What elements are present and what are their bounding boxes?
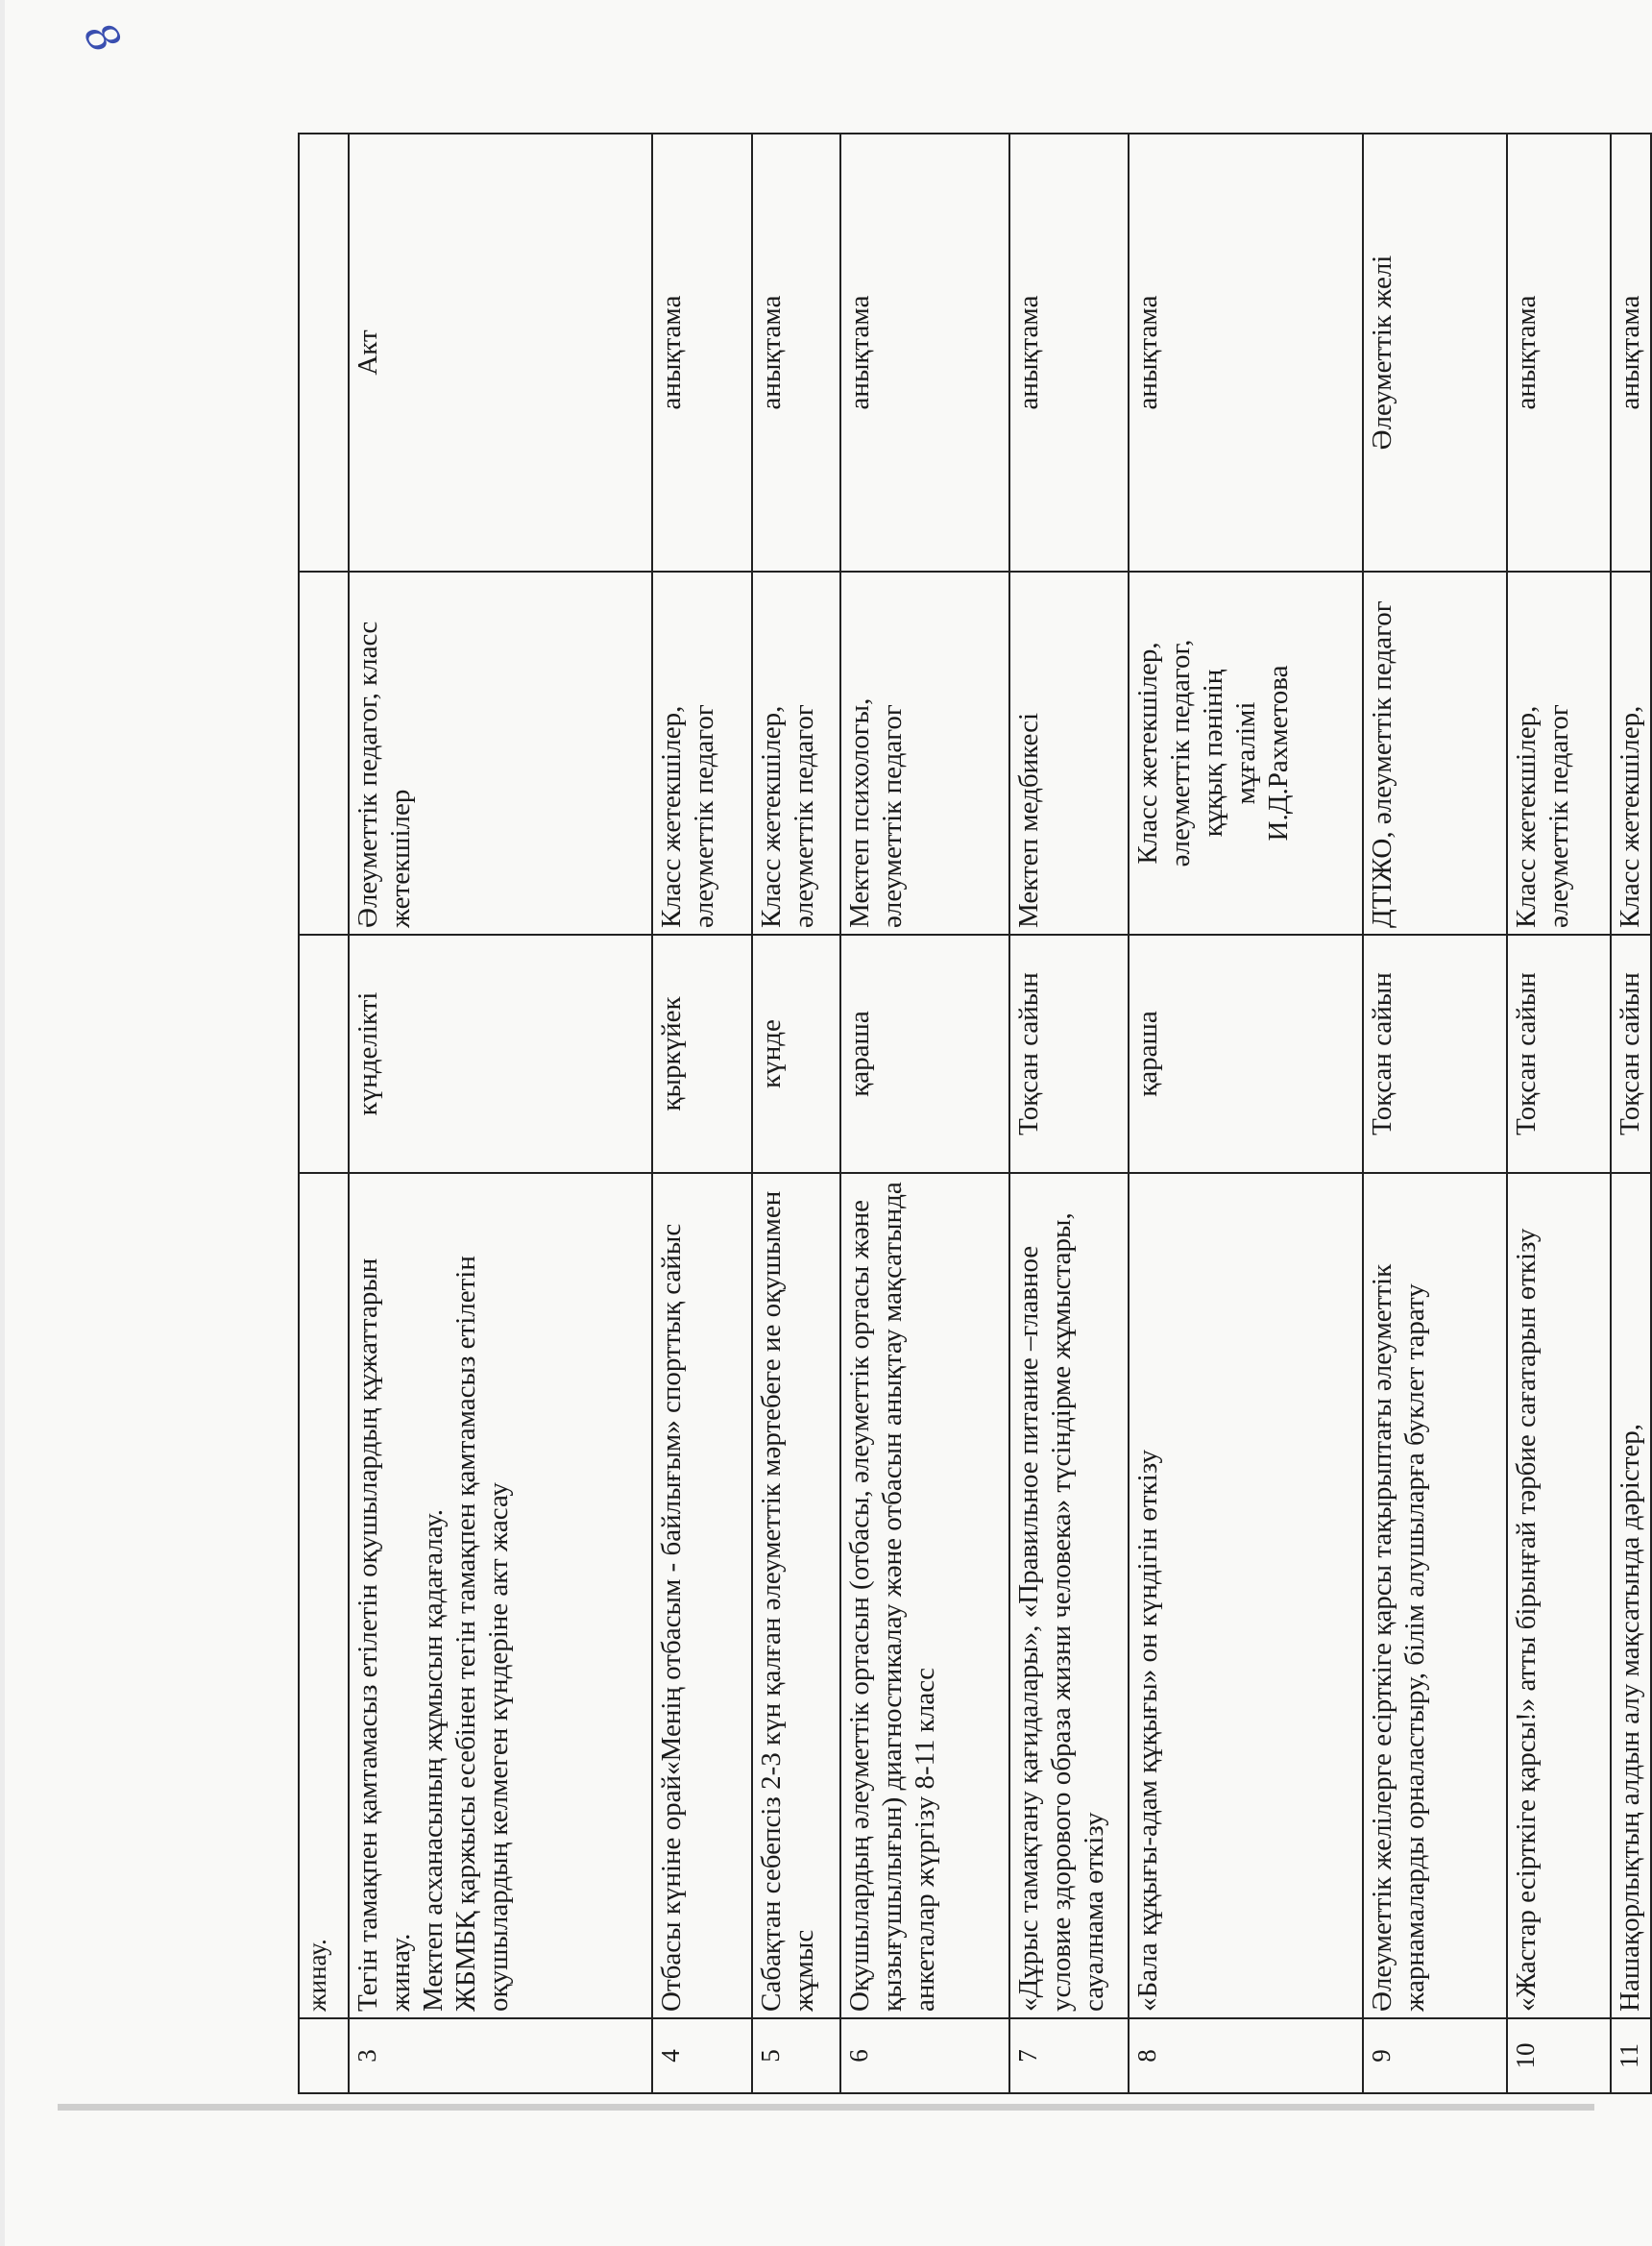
deadline-cell: Тоқсан сайын [1507,935,1611,1173]
table-row [652,134,752,2093]
deadline-cell [299,935,349,1173]
deadline-cell: қараша [1129,935,1363,1173]
result-cell: анықтама [1507,134,1611,572]
table-row [752,134,840,2093]
row-number-cell: 3 [349,2018,652,2093]
responsible-text: әлеуметтік педагог, [1164,639,1196,867]
responsible-text: мұғалімі [1229,701,1261,805]
responsible-text: Класс жетекшілер, әлеуметтік педагог [656,704,719,928]
deadline-cell: Тоқсан сайын [1363,935,1507,1173]
table-row [349,134,652,2093]
responsible-cell [349,572,652,935]
responsible-text: Мектеп психологы, әлеуметтік педагог [844,697,908,928]
event-text: ЖБМБҚ қаржысы есебінен тегін тамақпен қамтамасыз етілетін оқушылардың келмеген күндеріне акт жасау [449,1256,514,2012]
event-text: Сабақтан себепсіз 2-3 күн қалған әлеуметтік мәртебеге ие оқушымен жұмыс [756,1190,819,2012]
plan-table [298,133,1652,2094]
table-row [1129,134,1363,2093]
result-cell [299,134,349,572]
event-text: Әлеуметтік желілерге есірткіге қарсы тақырыптағы әлеуметтік жарнамаларды орналастыру, білім алушыларға буклет тарату [1367,1263,1430,2012]
event-cell [1507,1173,1611,2018]
responsible-text: Мектеп медбикесі [1013,712,1044,928]
event-text: Отбасы күніне орай«Менің отбасым - байлығым» спорттық сайыс [656,1223,687,2012]
responsible-cell [1611,572,1651,935]
row-number-cell: 5 [752,2018,840,2093]
table-row [1507,134,1611,2093]
responsible-text: Класс жетекшілер, [1132,642,1163,865]
rotated-table-wrapper [298,134,1645,2094]
row-number-cell: 11 [1611,2018,1651,2093]
deadline-cell: Тоқсан сайын [1611,935,1651,1173]
deadline-cell: күнделікті [349,935,652,1173]
event-cell [652,1173,752,2018]
responsible-text: И.Д.Рахметова [1262,665,1294,842]
deadline-cell: күнде [752,935,840,1173]
responsible-text: құқық пәнінің [1197,669,1228,838]
event-cell [1129,1173,1363,2018]
event-text: Тегін тамақпен қамтамасыз етілетін оқушылардың құжаттарын жинау. [352,1257,416,2012]
row-number-cell: 8 [1129,2018,1363,2093]
result-cell: анықтама [752,134,840,572]
event-text: жинау. [303,1939,331,2012]
deadline-cell: қараша [840,935,1009,1173]
row-number-cell: 4 [652,2018,752,2093]
responsible-cell [840,572,1009,935]
event-text: «Жастар есірткіге қарсы!» атты бірыңғай тәрбие сағатарын өткізу [1511,1228,1542,2012]
result-cell: анықтама [840,134,1009,572]
table-row [299,134,349,2093]
scan-artifact-line [58,2104,1594,2111]
event-text: «Бала құқығы-адам құқығы» он күндігін өткізу [1132,1449,1163,2012]
event-cell [299,1173,349,2018]
responsible-cell [299,572,349,935]
event-cell [1611,1173,1651,2018]
event-cell [752,1173,840,2018]
result-cell: Акт [349,134,652,572]
responsible-text: Класс жетекшілер, әлеуметтік педагог [756,704,819,928]
responsible-cell [1363,572,1507,935]
responsible-text: ДТІЖО, әлеуметтік педагог [1367,600,1397,928]
responsible-cell [1009,572,1129,935]
row-number-cell: 6 [840,2018,1009,2093]
row-number-cell [299,2018,349,2093]
table-row [1009,134,1129,2093]
row-number-cell: 7 [1009,2018,1129,2093]
table-body [299,134,1651,2093]
event-cell [1009,1173,1129,2018]
row-number-cell: 10 [1507,2018,1611,2093]
event-cell [349,1173,652,2018]
deadline-cell: Тоқсан сайын [1009,935,1129,1173]
result-cell: анықтама [1009,134,1129,572]
responsible-text: Класс жетекшілер, [1615,705,1645,928]
event-cell [840,1173,1009,2018]
event-text: Мектеп асханасының жұмысын қадағалау. [417,1509,449,2012]
event-text: Оқушылардың әлеуметтік ортасын (отбасы, әлеуметтік ортасы және қызығушылығын) диагностикалау және отбасын анықтау мақсатында анкеталар жүргізу 8-11 класс [844,1182,940,2012]
responsible-cell [752,572,840,935]
responsible-cell [1129,572,1363,935]
event-text: Нашақорлықтың алдын алу мақсатында дәрістер, [1615,1423,1645,2012]
result-cell: анықтама [1129,134,1363,572]
responsible-text: Әлеуметтік педагог, класс жетекшілер [352,621,416,928]
responsible-text: Класс жетекшілер, әлеуметтік педагог [1511,704,1574,928]
table-row [840,134,1009,2093]
deadline-cell: қыркүйек [652,935,752,1173]
responsible-cell [652,572,752,935]
table-row [1363,134,1507,2093]
result-cell: анықтама [652,134,752,572]
scan-edge [0,0,5,2246]
result-cell: анықтама [1611,134,1651,572]
event-text: «Дұрыс тамақтану қағидалары», «Правильное питание –главное условие здорового образа жизни человека» түсіндірме жұмыстары, сауалнама өткізу [1013,1212,1109,2012]
table-row [1611,134,1651,2093]
row-number-cell: 9 [1363,2018,1507,2093]
responsible-cell [1507,572,1611,935]
event-cell [1363,1173,1507,2018]
result-cell: Әлеуметтік желі [1363,134,1507,572]
handwritten-page-mark: 8 [73,13,131,62]
